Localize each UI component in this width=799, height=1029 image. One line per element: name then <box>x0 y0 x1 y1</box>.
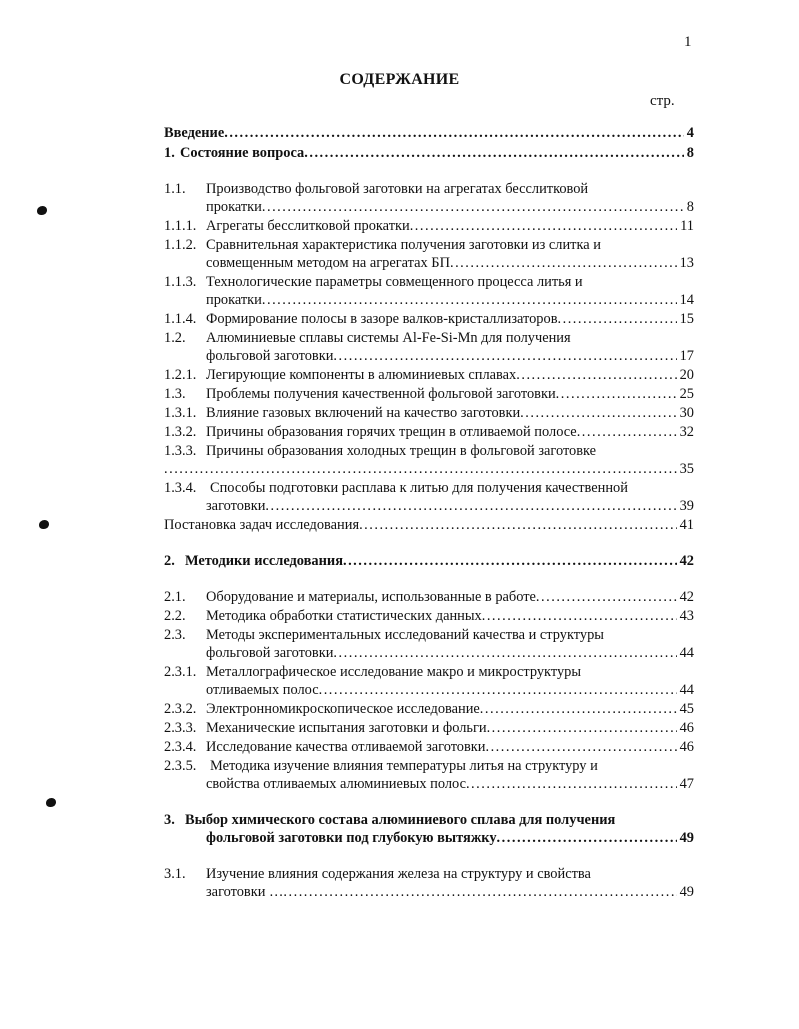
toc-entry-text: Легирующие компоненты в алюминиевых сплавах <box>206 367 517 383</box>
toc-entry <box>164 443 694 460</box>
toc-entry-continuation <box>164 830 694 847</box>
toc-entry-text: Исследование качества отливаемой заготовки <box>206 739 486 755</box>
toc-entry-text: Постановка задач исследования <box>164 517 360 533</box>
toc-entry-text: Алюминиевые сплавы системы Al-Fe-Si-Mn для получения <box>206 330 571 346</box>
toc-entry-text: Методы экспериментальных исследований качества и структуры <box>206 627 604 643</box>
toc-entry-page: 45 <box>679 701 694 717</box>
toc-entry-page: 42 <box>679 589 694 605</box>
toc-entry-text: Электронномикроскопическое исследование <box>206 701 480 717</box>
toc-entry-number: 2.1. <box>164 589 186 605</box>
toc-entry <box>164 589 694 606</box>
toc-entry-text: Причины образования холодных трещин в фольговой заготовке <box>206 443 597 459</box>
toc-entry <box>164 664 694 681</box>
toc-entry-page: 46 <box>679 739 694 755</box>
toc-entry <box>164 553 694 570</box>
margin-mark <box>45 796 57 808</box>
toc-entry-number: 1.3.1. <box>164 405 197 421</box>
toc-entry-page: 8 <box>686 145 694 161</box>
page-column-label: стр. <box>650 93 675 109</box>
toc-entry <box>164 608 694 625</box>
toc-entry-page: 4 <box>686 125 694 141</box>
toc-entry-text: фольговой заготовки <box>206 348 334 364</box>
toc-entry-continuation <box>164 292 694 309</box>
toc-entry <box>164 627 694 644</box>
toc-entry-number: 2.3.5. <box>164 758 197 774</box>
toc-entry-page: 30 <box>679 405 694 421</box>
toc-entry <box>164 330 694 347</box>
toc-entry-page: 44 <box>679 682 694 698</box>
toc-entry <box>164 311 694 328</box>
toc-entry-page: 20 <box>679 367 694 383</box>
toc-entry <box>164 720 694 737</box>
toc-entry-page: 41 <box>679 517 694 533</box>
toc-entry-text: Изучение влияния содержания железа на структуру и свойства <box>206 866 591 882</box>
toc-entry <box>164 739 694 756</box>
toc-entry-text: Оборудование и материалы, использованные в работе <box>206 589 536 605</box>
toc-entry-text: Влияние газовых включений на качество заготовки <box>206 405 521 421</box>
page-number: 1 <box>684 34 692 50</box>
toc-entry <box>164 405 694 422</box>
toc-entry-number: 2.3.4. <box>164 739 197 755</box>
toc-entry-text: Методика обработки статистических данных <box>206 608 482 624</box>
toc-entry-text: Формирование полосы в зазоре валков-кристаллизаторов <box>206 311 558 327</box>
toc-entry-page: 39 <box>679 498 694 514</box>
toc-entry-text: Способы подготовки расплава к литью для получения качественной <box>210 480 628 496</box>
toc-entry-text: Методики исследования <box>185 553 343 569</box>
toc-entry-number: 1.1.1. <box>164 218 197 234</box>
toc-entry-page: 25 <box>679 386 694 402</box>
toc-entry <box>164 517 694 534</box>
toc-entry-page: 13 <box>679 255 694 271</box>
toc-entry-page: 14 <box>679 292 694 308</box>
toc-entry-number: 2.3.1. <box>164 664 197 680</box>
toc-entry-number: 1.1.2. <box>164 237 197 253</box>
toc-entry-number: 2.3.2. <box>164 701 197 717</box>
toc-entry-continuation <box>164 348 694 365</box>
margin-mark <box>38 518 50 530</box>
toc-entry-continuation <box>164 461 694 478</box>
toc-entry-number: 3. <box>164 812 175 828</box>
toc-entry-page: 42 <box>679 553 694 569</box>
toc-entry-text: фольговой заготовки под глубокую вытяжку <box>206 830 497 846</box>
toc-entry-number: 1.3.2. <box>164 424 197 440</box>
toc-entry <box>164 145 694 162</box>
toc-entry-continuation <box>164 255 694 272</box>
toc-entry-page: 49 <box>679 884 694 900</box>
toc-entry-page: 46 <box>679 720 694 736</box>
toc-entry-text: Производство фольговой заготовки на агрегатах бесслитковой <box>206 181 589 197</box>
toc-entry-number: 1.2. <box>164 330 186 346</box>
toc-entry-text: заготовки <box>206 498 266 514</box>
toc-entry <box>164 218 694 235</box>
toc-entry <box>164 181 694 198</box>
toc-entry-number: 1.3. <box>164 386 186 402</box>
toc-entry-number: 2. <box>164 553 175 569</box>
toc-entry-page: 17 <box>679 348 694 364</box>
toc-entry-text: Состояние вопроса <box>180 145 305 161</box>
page-title: СОДЕРЖАНИЕ <box>339 71 460 88</box>
toc-entry-page: 44 <box>679 645 694 661</box>
toc-entry <box>164 812 694 829</box>
toc-entry <box>164 480 694 497</box>
toc-entry-page: 43 <box>679 608 694 624</box>
toc-entry-text: Механические испытания заготовки и фольги <box>206 720 487 736</box>
toc-entry-text: Технологические параметры совмещенного процесса литья и <box>206 274 583 290</box>
toc-entry <box>164 125 694 142</box>
toc-entry-continuation <box>164 884 694 901</box>
toc-entry-number: 1.3.4. <box>164 480 197 496</box>
toc-entry <box>164 237 694 254</box>
toc-entry-page: 35 <box>679 461 694 477</box>
toc-entry-continuation <box>164 645 694 662</box>
toc-entry-text: свойства отливаемых алюминиевых полос <box>206 776 466 792</box>
toc-entry-page: 49 <box>679 830 694 846</box>
toc-entry-number: 1.1.4. <box>164 311 197 327</box>
toc-entry-text: фольговой заготовки <box>206 645 334 661</box>
toc-entry-number: 2.3. <box>164 627 186 643</box>
toc-entry-number: 1.3.3. <box>164 443 197 459</box>
toc-entry-text: Введение <box>164 125 225 141</box>
toc-entry-page: 47 <box>679 776 694 792</box>
toc-entry-text: Металлографическое исследование макро и микроструктуры <box>206 664 582 680</box>
toc-entry <box>164 758 694 775</box>
toc-entry-text: Причины образования горячих трещин в отливаемой полосе <box>206 424 577 440</box>
toc-entry-number: 2.3.3. <box>164 720 197 736</box>
margin-mark <box>36 204 48 216</box>
toc-entry-text: прокатки <box>206 199 262 215</box>
toc-entry-number: 1.1. <box>164 181 186 197</box>
toc-entry-number: 1.2.1. <box>164 367 197 383</box>
toc-entry-continuation <box>164 498 694 515</box>
toc-entry-text: Агрегаты бесслитковой прокатки <box>206 218 410 234</box>
toc-entry-number: 1. <box>164 145 175 161</box>
toc-entry-text: заготовки … <box>206 884 284 900</box>
toc-entry <box>164 701 694 718</box>
toc-entry <box>164 386 694 403</box>
toc-entry-number: 2.2. <box>164 608 186 624</box>
toc-entry-continuation <box>164 199 694 216</box>
toc-entry-continuation <box>164 776 694 793</box>
toc-entry-text: Выбор химического состава алюминиевого сплава для получения <box>185 812 616 828</box>
toc-entry-continuation <box>164 682 694 699</box>
toc-entry <box>164 274 694 291</box>
toc-entry-number: 3.1. <box>164 866 186 882</box>
toc-entry <box>164 866 694 883</box>
toc-entry <box>164 424 694 441</box>
toc-entry <box>164 367 694 384</box>
toc-entry-text: прокатки <box>206 292 262 308</box>
toc-entry-page: 8 <box>686 199 694 215</box>
toc-entry-text: Методика изучение влияния температуры литья на структуру и <box>210 758 598 774</box>
toc-entry-text: отливаемых полос <box>206 682 319 698</box>
toc-entry-text: совмещенным методом на агрегатах БП <box>206 255 450 271</box>
toc-entry-text: Проблемы получения качественной фольговой заготовки <box>206 386 556 402</box>
toc-entry-number: 1.1.3. <box>164 274 197 290</box>
toc-entry-page: 32 <box>679 424 694 440</box>
toc-entry-page: 15 <box>679 311 694 327</box>
toc-entry-page: 11 <box>680 218 694 234</box>
toc-entry-text: Сравнительная характеристика получения заготовки из слитка и <box>206 237 601 253</box>
